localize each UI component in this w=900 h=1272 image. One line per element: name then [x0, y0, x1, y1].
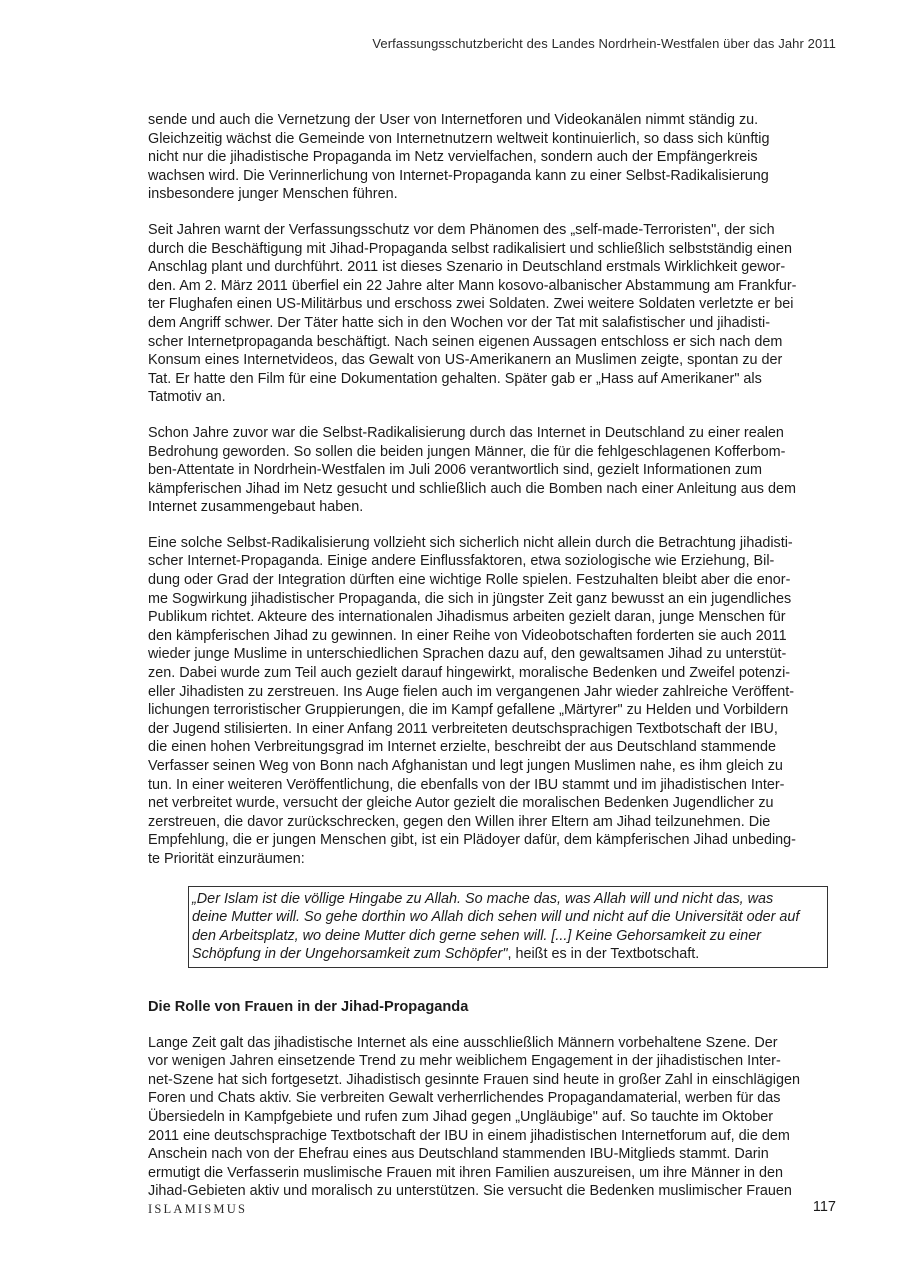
quote-text — [192, 890, 823, 964]
paragraph-4: Eine solche Selbst-Radikalisierung vollzieht sich sicherlich nicht allein durch die Betrachtung jihadisti- scher Internet-Propaganda. Einige andere Einflussfaktoren, etwa soziologische wie Erziehung, Bil- dung oder Grad der Integration dürften eine wichtige Rolle spielen. Festzuhalten bleibt aber die enor- me Sogwirkung jihadistischer Propaganda, die sich in jüngster Zeit ganz bewusst an ein jugendliches Publikum richtet. Akteure des internationalen Jihadismus arbeiten gezielt daran, junge Menschen für den kämpferischen Jihad zu gewinnen. In einer Reihe von Videobotschaften forderten sie auch 2011 wieder junge Muslime in unterschiedlichen Sprachen dazu auf, den gewaltsamen Jihad zu unterstüt- zen. Dabei wurde zum Teil auch gezielt darauf hingewirkt, moralische Bedenken und Zweifel potenzi- eller Jihadisten zu zerstreuen. Ins Auge fielen auch im vergangenen Jahr wieder zahlreiche Veröffent- lichungen terroristischer Gruppierungen, die im Kampf gefallene „Märtyrer" zu Helden und Vorbildern der Jugend stilisierten. In einer Anfang 2011 verbreiteten deutschsprachigen Textbotschaft der IBU, die einen hohen Verbreitungsgrad im Internet erzielte, beschreibt der aus Deutschland stammende Verfasser seinen Weg von Bonn nach Afghanistan und legt jungen Muslimen nahe, es ihm gleich zu tun. In einer weiteren Veröffentlichung, die ebenfalls von der IBU stammt und im jihadistischen Inter- net verbreitet wurde, versucht der gleiche Autor gezielt die moralischen Bedenken Jugendlicher zu zerstreuen, die davor zurückschrecken, gegen den Willen ihrer Eltern am Jihad teilzunehmen. Die Empfehlung, die er jungen Menschen gibt, ist ein Plädoyer dafür, dem kämpferischen Jihad unbeding- te Priorität einzuräumen: — [148, 534, 796, 867]
section-heading: Die Rolle von Frauen in der Jihad-Propaganda — [148, 998, 469, 1015]
running-header: Verfassungsschutzbericht des Landes Nordrhein-Westfalen über das Jahr 2011 — [372, 36, 836, 51]
page-number: 117 — [812, 1199, 836, 1215]
quote-box — [188, 886, 828, 968]
section-paragraph: Lange Zeit galt das jihadistische Internet als eine ausschließlich Männern vorbehaltene Szene. Der vor wenigen Jahren einsetzende Trend zu mehr weiblichem Engagement in der jihadistischen Inter- net-Szene hat sich fortgesetzt. Jihadistisch gesinnte Frauen sind heute in großer Zahl in einschlägigen Foren und Chats aktiv. Sie verbreiten Gewalt verherrlichendes Propagandamaterial, werben für das Übersiedeln in Kampfgebiete und rufen zum Jihad gegen „Ungläubige" auf. So tauchte im Oktober 2011 eine deutschsprachige Textbotschaft der IBU in einem jihadistischen Internetforum auf, die dem Anschein nach von der Ehefrau eines aus Deutschland stammenden IBU-Mitglieds stammt. Darin ermutigt die Verfasserin muslimische Frauen mit ihren Familien auszureisen, um ihre Männer in den Jihad-Gebieten aktiv und moralisch zu unterstützen. Sie versucht die Bedenken muslimischer Frauen — [148, 1034, 800, 1200]
paragraph-2: Seit Jahren warnt der Verfassungsschutz vor dem Phänomen des „self-made-Terroristen", der sich durch die Beschäftigung mit Jihad-Propaganda selbst radikalisiert und schließlich selbstständig einen Anschlag plant und durchführt. 2011 ist dieses Szenario in Deutschland erstmals Wirklichkeit gewor- den. Am 2. März 2011 überfiel ein 22 Jahre alter Mann kosovo-albanischer Abstammung am Frankfur- ter Flughafen einen US-Militärbus und erschoss zwei Soldaten. Zwei weitere Soldaten verletzte er bei dem Angriff schwer. Der Täter hatte sich in den Wochen vor der Tat mit salafistischer und jihadisti- scher Internetpropaganda beschäftigt. Nach seinen eigenen Aussagen entschloss er sich nach dem Konsum eines Internetvideos, das Gewalt von US-Amerikanern an Muslimen zeigte, spontan zu der Tat. Er hatte den Film für eine Dokumentation gehalten. Später gab er „Hass auf Amerikaner" als Tatmotiv an. — [148, 221, 797, 406]
paragraph-1: sende und auch die Vernetzung der User von Internetforen und Videokanälen nimmt ständig zu. Gleichzeitig wächst die Gemeinde von Internetnutzern weltweit kontinuierlich, so dass sich künftig nicht nur die jihadistische Propaganda im Netz vervielfachen, sondern auch der Empfängerkreis wachsen wird. Die Verinnerlichung von Internet-Propaganda kann zu einer Selbst-Radikalisierung insbesondere junger Menschen führen. — [148, 112, 770, 203]
quote-italic-text: „Der Islam ist die völlige Hingabe zu Allah. So mache das, was Allah will und nicht das, was deine Mutter will. So gehe dorthin wo Allah dich sehen will und nicht auf die Universität oder auf den Arbeitsplatz, wo deine Mutter dich gerne sehen will. [...] Keine Gehorsamkeit zu einer Schöpfung in der Ungehorsamkeit zum Schöpfer" — [192, 890, 800, 963]
quote-attribution: , heißt es in der Textbotschaft. — [507, 946, 700, 963]
paragraph-3: Schon Jahre zuvor war die Selbst-Radikalisierung durch das Internet in Deutschland zu einer realen Bedrohung geworden. So sollen die beiden jungen Männer, die für die fehlgeschlagenen Kofferbom- ben-Attentate in Nordrhein-Westfalen im Juli 2006 verantwortlich sind, gezielt Informationen zum kämpferischen Jihad im Netz gesucht und schließlich auch die Bomben nach einer Anleitung aus dem Internet zusammengebaut haben. — [148, 424, 796, 516]
main-content — [148, 111, 838, 1218]
footer-section-label: ISLAMISMUS — [148, 1202, 248, 1216]
